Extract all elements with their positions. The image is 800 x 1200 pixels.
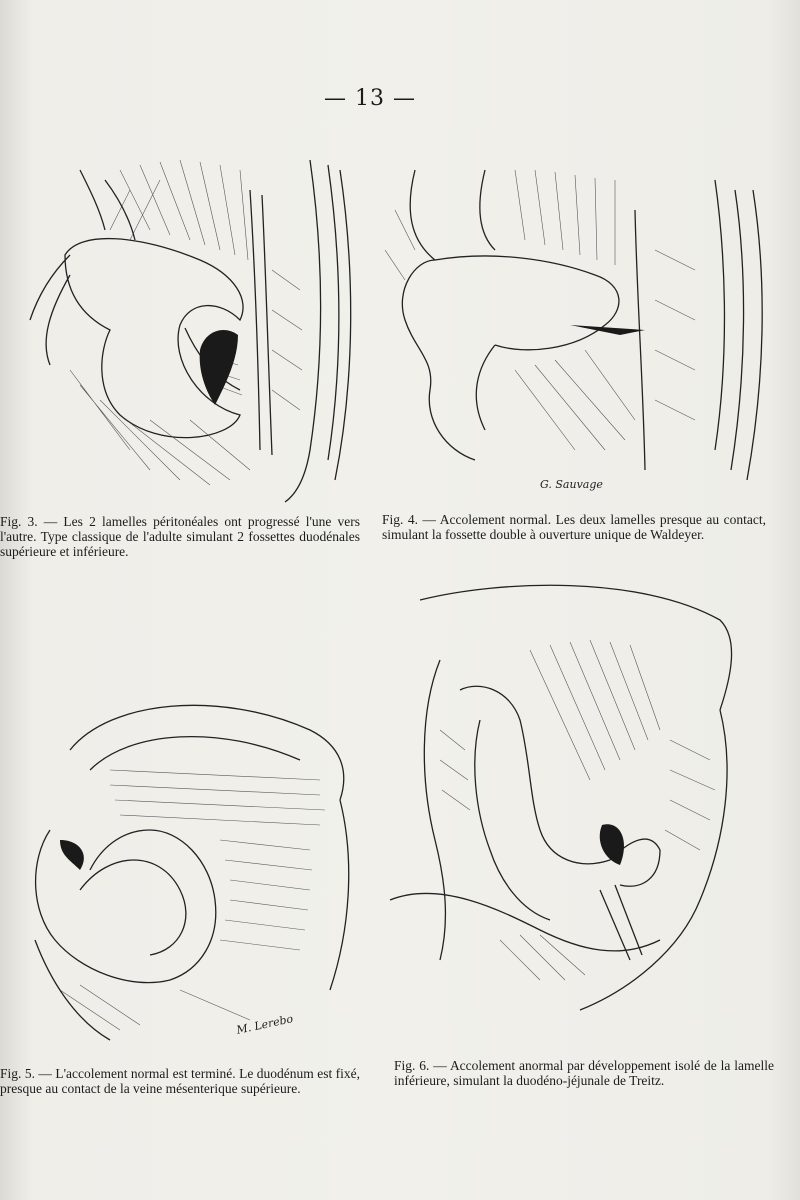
- figure-4-illustration: [375, 150, 775, 500]
- figure-4-caption-text: — Accolement normal. Les deux lamelles presque au contact, simulant la fossette double à ouverture unique de Waldeyer.: [382, 512, 767, 542]
- figure-3-illustration: [10, 150, 370, 505]
- figure-3-caption-text: — Les 2 lamelles péritonéales ont progressé l'une vers l'autre. Type classique de l'adulte simulant 2 fossettes duodénales supérieure et inférieure.: [0, 514, 361, 559]
- figure-3-caption: [0, 514, 360, 559]
- figure-5-caption: [0, 1066, 360, 1096]
- figure-4-caption: [382, 512, 766, 542]
- figure-6-label: Fig. 6.: [394, 1058, 430, 1073]
- figure-6-illustration: [380, 580, 770, 1040]
- figure-4-label: Fig. 4.: [382, 512, 419, 527]
- figure-6-caption: [394, 1058, 774, 1088]
- figure-5-caption-text: — L'accolement normal est terminé. Le duodénum est fixé, presque au contact de la veine mésenterique supérieure.: [0, 1066, 361, 1096]
- figure-6-caption-text: — Accolement anormal par développement isolé de la lamelle inférieure, simulant la duodéno-jéjunale de Treitz.: [394, 1058, 775, 1088]
- figure-5-label: Fig. 5.: [0, 1066, 35, 1081]
- illustrator-signature-fig4: G. Sauvage: [540, 478, 603, 491]
- figure-3-label: Fig. 3.: [0, 514, 38, 529]
- page-number: — 13 —: [324, 86, 416, 111]
- figure-5-illustration: [20, 690, 370, 1060]
- illustrator-signature-fig5: M. Lerebo: [235, 1012, 295, 1037]
